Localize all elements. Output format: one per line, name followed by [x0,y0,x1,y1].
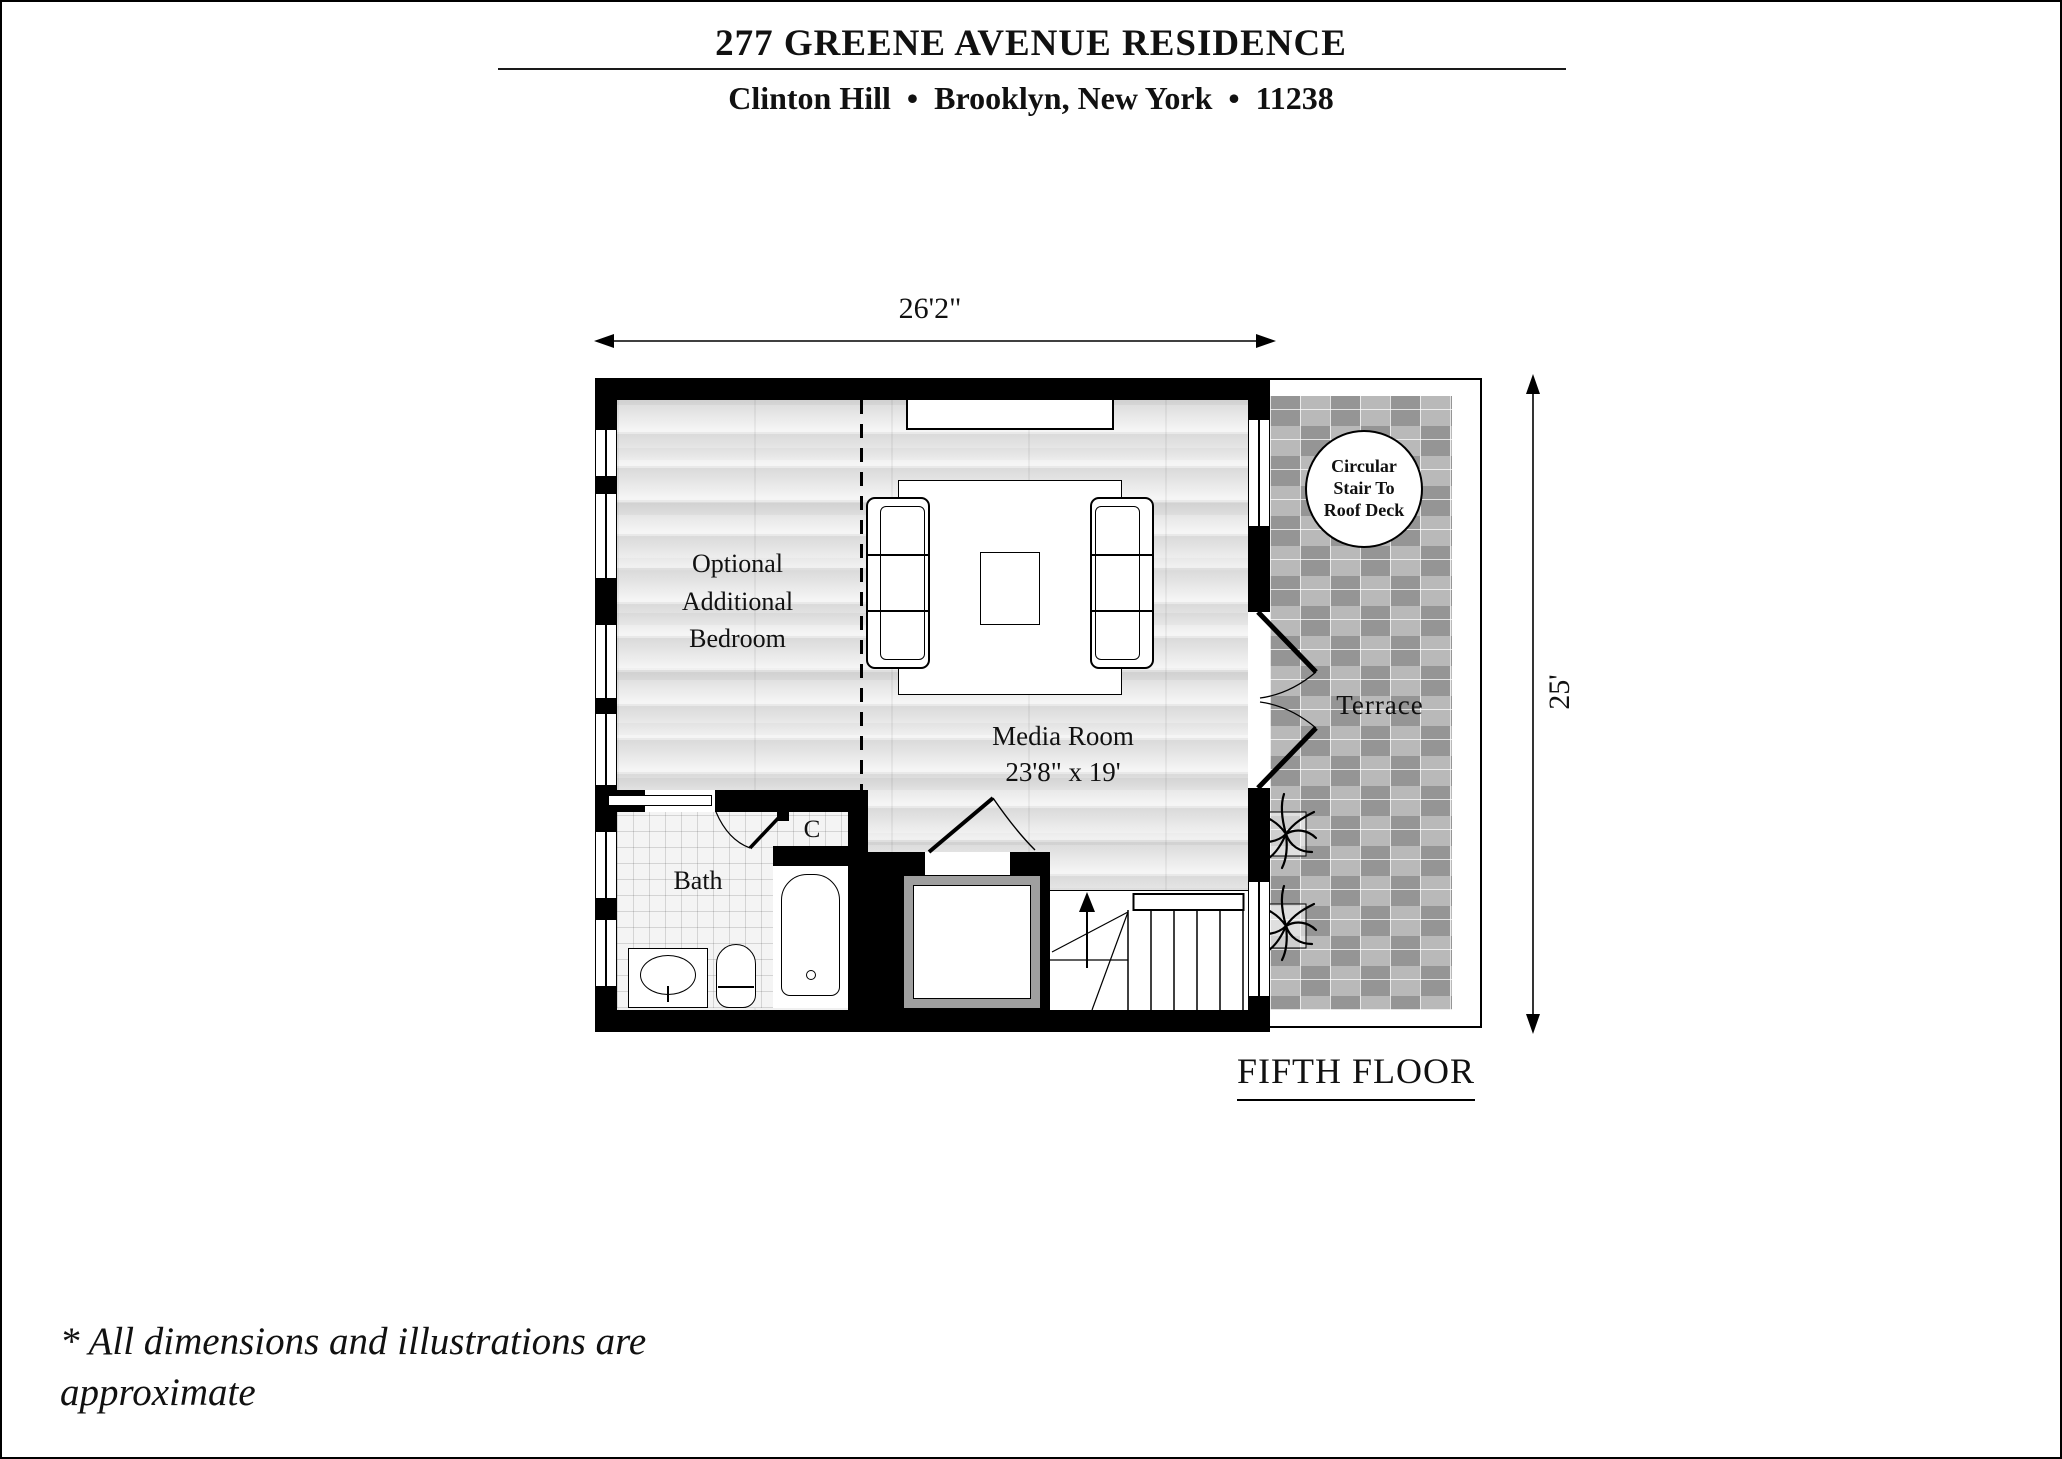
title-divider [498,68,1566,70]
sink-faucet [667,986,669,1002]
roof-stair-line3: Roof Deck [1323,499,1405,520]
bedroom-label-line3: Bedroom [689,624,786,654]
disclaimer-line1: * All dimensions and illustrations are [60,1320,647,1363]
page-subtitle: Clinton Hill • Brooklyn, New York • 11238 [728,80,1334,116]
window-symbol [1248,418,1270,528]
bedroom-label-line1: Optional [692,549,783,578]
bedroom-label-line2: Additional [681,586,794,616]
window-symbol [595,830,617,900]
terrace-label: Terrace [1336,690,1424,720]
disclaimer-line2: approximate [60,1371,256,1415]
stairs-detail [1050,890,1248,1010]
elevator-cab [913,885,1031,999]
sofa-icon [1090,497,1154,669]
sofa-icon [866,497,930,669]
height-dimension-label: 25' [1543,674,1576,710]
sofa-cushion-divider [1092,554,1152,556]
floor-name-label: FIFTH FLOOR [1237,1051,1475,1101]
window-symbol [595,918,617,988]
sofa-seat [880,506,925,660]
window-symbol [595,623,617,700]
sofa-cushion-divider [868,610,928,612]
roof-stair-line2: Stair To [1333,478,1395,499]
window-symbol [595,428,617,478]
tv-console-icon [906,398,1114,430]
closet-label: C [803,816,821,843]
dashed-divider [860,400,863,790]
elevator-icon [903,875,1041,1009]
toilet-seat-line [718,986,754,988]
page-title: 277 GREENE AVENUE RESIDENCE [715,23,1347,64]
sofa-cushion-divider [1092,610,1152,612]
sofa-seat [1095,506,1140,660]
toilet-icon [716,944,756,1008]
floor-name-wrap [1206,1050,1506,1092]
disclaimer [60,1316,820,1419]
up-arrow-icon [1079,892,1095,912]
bath-label: Bath [673,866,723,895]
wall-top [595,378,1270,400]
wall-bottom [595,1010,1270,1032]
bathtub-drain [806,970,816,980]
media-room-name: Media Room [992,721,1134,751]
media-room-label [938,718,1188,791]
width-dimension-arrow-icon [592,329,1278,353]
bedroom-label [640,545,835,658]
width-dimension-label: 26'2" [898,292,962,325]
elevator-door-swing-icon [915,794,1055,856]
sofa-cushion-divider [868,554,928,556]
window-symbol [595,712,617,787]
roof-stair-bubble [1305,430,1423,548]
window-symbol [595,492,617,580]
closet-door-swing-icon [704,804,792,856]
coffee-table-icon [980,552,1040,625]
pocket-door-icon [608,795,712,806]
media-room-size: 23'8" x 19' [1005,757,1121,788]
terrace-french-doors-icon [1250,598,1350,802]
roof-stair-line1: Circular [1331,456,1397,477]
window-symbol [1248,880,1270,998]
